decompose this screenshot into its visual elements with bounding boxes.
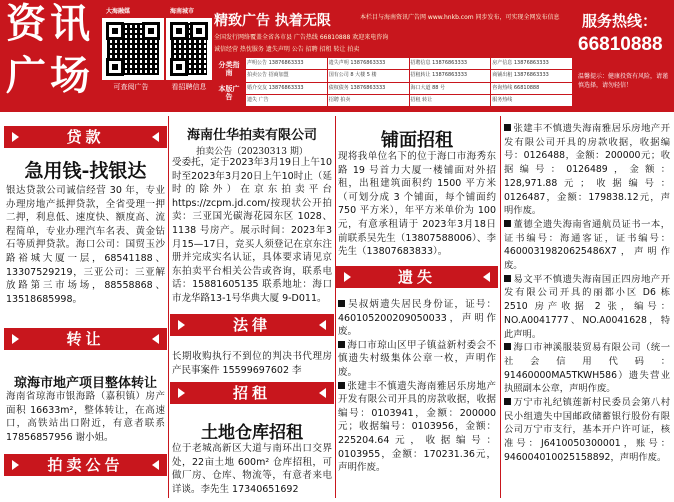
classified-index-grid <box>246 58 572 106</box>
transfer-banner: 转让 <box>4 328 167 350</box>
auction-banner: 拍卖公告 <box>4 454 167 476</box>
shop-ad-body: 现将我单位名下的位于海口市海秀东路 19 号首力大厦一楼铺面对外招租，出租建筑面积约 1500 平方米（可划分成 3 个铺面，每个铺面约 750 平方米），年平方米单价为 100 元，有意承租请于 2023年3月18日前联系吴先生（13807588006）、李先生（13807683833）。 <box>338 151 496 258</box>
loan-ad-body: 银达贷款公司诚信经营 30 年，专业办理房地产抵押贷款，全省受理一押二押，利息低、速度快、额度高、流程简单，专业办理汽车名表、黄金钻石等质押贷款。海口公司：国贸玉沙路裕城大厦一层，68541188、13307529219，三亚公司：三亚解放路第三市场场，88558868、13518685998。 <box>6 185 165 305</box>
warehouse-ad-body: 位于老城高新区大道与南环出口交界处，22亩土地 600m² 仓库招租，可做厂房、仓库、物流等，有意者来电详谈。李先生 17340651692 <box>172 443 332 495</box>
grid-cell: 招聘信息 13876863333 <box>410 58 491 69</box>
loan-headline: 急用钱-找银达 <box>24 160 147 182</box>
bullet-icon <box>338 341 345 348</box>
rent-banner: 招租 <box>170 382 334 404</box>
transfer-headline: 琼海市地产项目整体转让 <box>13 376 157 391</box>
bullet-icon <box>504 275 511 282</box>
section-title-bottom: 广场 <box>6 52 94 99</box>
header-note: 全国发行网络覆盖全省各市县 广告热线 66810888 欢迎来电咨询 <box>214 34 389 41</box>
auction-body: 受委托，定于2023年3月19日上午10时至2023年3月20日上午10时止（延时的除外）在京东拍卖平台 https://zcpm.jd.com/按现状公开拍卖：三亚国光碳海花园东区 1028、1138 号房产。展示时间：2023年3月15—17日，竞买人须登记在京东注册并完成实名认证，具体要求请见京东拍卖平台相关公告或咨询，联系电话：15881605135 联系地址：海口市龙华路13-1号华典大厦 9-D011。 <box>172 157 332 304</box>
loan-banner: 贷款 <box>4 126 167 148</box>
grid-cell: 国有公司 8 大楼 5 楼 <box>328 70 409 81</box>
grid-cell: 海口大道 88 号 <box>410 83 491 94</box>
warehouse-headline: 土地仓库招租 <box>201 423 303 443</box>
column-loan-transfer <box>4 112 167 502</box>
column-auction <box>170 112 334 502</box>
qr-code-icon[interactable] <box>102 18 164 80</box>
lost-banner: 遗失 <box>336 266 498 288</box>
section-title-top: 资讯 <box>6 0 94 47</box>
qr2-caption: 看招聘信息 <box>171 83 207 91</box>
header-note: 本栏目与海南资讯广告网 www.hnkb.com 同步发布，可实现全网发布信息 <box>360 14 560 21</box>
column-lost-notices <box>502 112 672 502</box>
lost-notice-item: 张建丰不慎遗失海南雅居乐房地产开发有限公司开具的房款收据，收据编号：0103941，金额：200000元；收据编号：0103956，金额：225204.64元，收据编号：0103955，金额：170231.36元，声明作废。 <box>338 380 496 474</box>
law-ad-body: 长期收购执行不到位的判决书代理房产民事案件 15599697602 李 <box>172 351 332 376</box>
shop-headline: 铺面招租 <box>381 130 453 151</box>
bullet-icon <box>504 343 511 350</box>
grid-cell: 债权债务 13876863333 <box>328 83 409 94</box>
grid-cell: 招聘 拍卖 <box>328 95 409 106</box>
bullet-icon <box>504 124 511 131</box>
lost-notice-item: 董德全遗失海南省通航员证书一本，证书编号：海通客证，证书编号：46000319820625486X7，声明作废。 <box>504 218 670 272</box>
qr2-tag: 海南城市 <box>170 8 195 15</box>
grid-cell: 拍卖公告 招商加盟 <box>246 70 327 81</box>
lost-notice-item: 万宁市礼纪镇莲新村民委员会第八村民小组遗失中国邮政储蓄银行股份有限公司万宁市支行，基本开户许可证，核准号：J6410050300001，账号：946004010025158892，声明作废。 <box>504 397 670 463</box>
side-label: 本版广告 <box>218 85 240 101</box>
auction-title: 拍卖公告（20230313 期） <box>196 147 308 157</box>
grid-cell: 商铺出租 13876863333 <box>491 70 572 81</box>
grid-cell: 遗失声明 13876863333 <box>328 58 409 69</box>
header-note: 诚信经营 热忱服务 遗失声明 公告 招聘 招租 转让 拍卖 <box>214 46 360 53</box>
grid-cell: 招租转让 13876863333 <box>410 70 491 81</box>
grid-cell: 遗失 广告 <box>246 95 327 106</box>
hotline-label: 服务热线： <box>582 12 658 30</box>
bullet-icon <box>504 398 511 405</box>
grid-cell: 婚介交友 13876863333 <box>246 83 327 94</box>
lost-notice-item: 海口市神溪服装贸易有限公司（统一社会信用代码：91460000MA5TKWH586）遗失营业执照副本公章，声明作废。 <box>504 342 670 395</box>
column-divider <box>168 116 169 498</box>
header-banner <box>0 0 674 112</box>
grid-cell: 声明公告 13876863333 <box>246 58 327 69</box>
bullet-icon <box>338 300 345 307</box>
lost-notice-list <box>338 298 496 500</box>
grid-cell: 招租 转让 <box>410 95 491 106</box>
grid-cell: 房产信息 13876863333 <box>491 58 572 69</box>
law-banner: 法律 <box>170 314 334 336</box>
bullet-icon <box>338 382 345 389</box>
lost-notice-item: 易文平不慎遗失海南国正四房地产开发有限公司开具的丽都小区 D6 栋 2510 房产收据 2 张，编号：NO.A0041777、NO.A0041628，特此声明。 <box>504 273 670 340</box>
lost-notice-item: 海口市琼山区甲子镇益新村委会不慎遗失村级集体公章一枚，声明作废。 <box>338 339 496 378</box>
lost-notice-item: 吴叔炳遗失居民身份证，证号：460105200209050033，声明作废。 <box>338 299 496 338</box>
grid-cell: 服务热线 <box>491 95 572 106</box>
column-divider <box>500 116 501 498</box>
grid-cell: 咨询热线 66810888 <box>491 83 572 94</box>
qr-code-icon[interactable] <box>166 18 212 80</box>
lost-notice-item: 张建丰不慎遗失海南雅居乐房地产开发有限公司开具的房款收据，收据编号：0126488，金额：200000元；收据编号：0126489，金额：128,971.88元；收据编号：0126487，金额：179838.12元，声明作废。 <box>504 123 670 217</box>
bullet-icon <box>504 220 511 227</box>
auction-company: 海南仕华拍卖有限公司 <box>186 128 317 143</box>
qr1-tag: 大海融媒 <box>106 8 131 15</box>
column-shop-lost <box>336 112 498 502</box>
header-slogan: 精致广告 执着无限 <box>214 13 331 29</box>
qr1-caption: 可查阅广告 <box>113 83 149 91</box>
transfer-ad-body: 海南省琼海市银海路（嘉积镇）房产面积 16633m²，整体转让，在高速口，高铁站出口附近，有意者联系 17856857956 谢小姐。 <box>6 391 165 443</box>
side-label: 分类指南 <box>218 61 240 77</box>
lost-notice-list <box>504 122 670 500</box>
hotline-number[interactable]: 66810888 <box>578 34 663 55</box>
header-tip: 温馨提示：健康投资有风险，请谨慎选择，请勿轻信！ <box>578 73 669 89</box>
